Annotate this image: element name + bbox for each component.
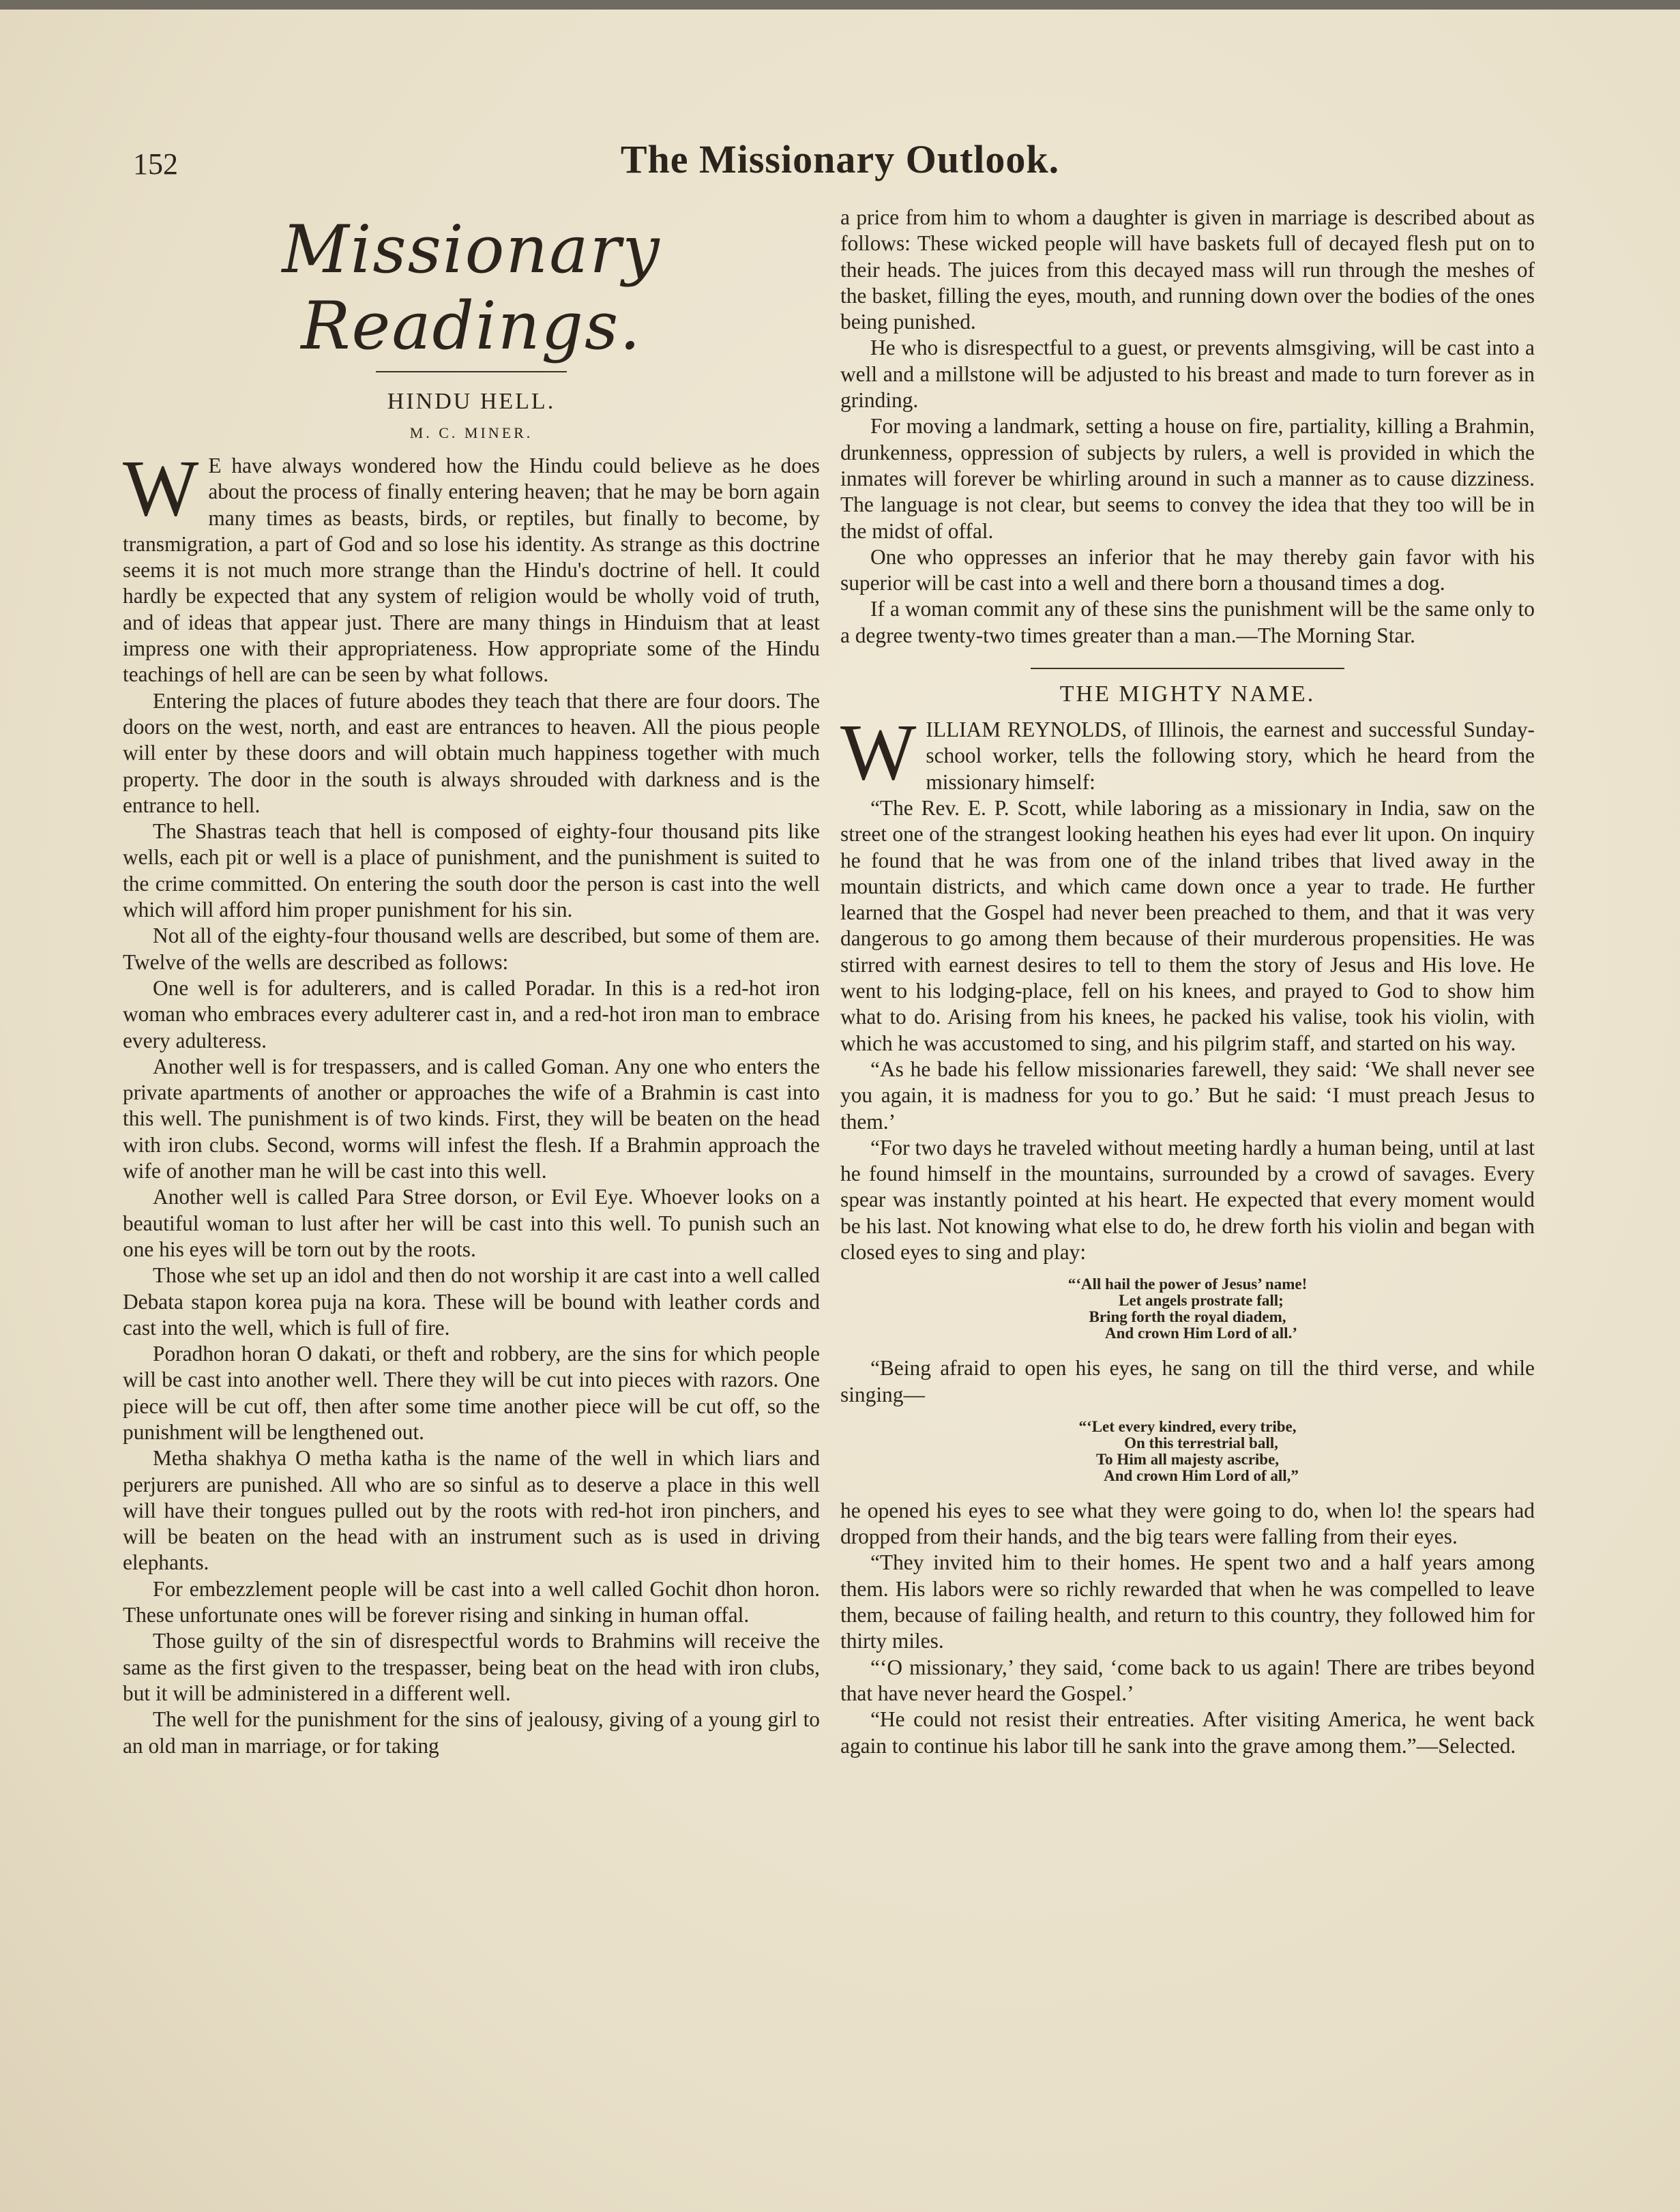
top-band — [0, 0, 1680, 10]
verse-line: Let angels prostrate fall; — [1119, 1292, 1284, 1310]
verse-line: On this terrestrial ball, — [1124, 1434, 1278, 1451]
paragraph: Metha shakhya O metha katha is the name of the well in which liars and perjurers are punished. All who are so sinful as to deserve a place in this well will have their tongues pulled out by the roots with red-hot iron pinchers, and will be beaten on the head with an instrument such as is used in driving elephants. — [123, 1446, 820, 1575]
paragraph: One well is for adulterers, and is called Poradar. In this is a red-hot iron woman who embraces every adulterer cast in, and a red-hot iron man to embrace every adulteress. — [123, 975, 820, 1052]
hymn-verse — [840, 1419, 1535, 1484]
paragraph: he opened his eyes to see what they were going to do, when lo! the spears had dropped from their hands, and the big tears were falling from their eyes. — [840, 1498, 1535, 1549]
paragraph: “They invited him to their homes. He spent two and a half years among them. His labors were so richly rewarded that when he was compelled to leave them, because of failing health, and return to this country, they followed him for thirty miles. — [840, 1550, 1535, 1653]
article-title-mighty-name: THE MIGHTY NAME. — [1059, 681, 1316, 707]
article-rule — [1031, 668, 1344, 669]
paragraph: “He could not resist their entreaties. After visiting America, he went back again to continue his labor till he sank into the grave among them.”—Selected. — [840, 1707, 1535, 1758]
paragraph: If a woman commit any of these sins the punishment will be the same only to a degree twenty-two times greater than a man.—The Morning Star. — [840, 597, 1535, 647]
paragraph: He who is disrespectful to a guest, or prevents almsgiving, will be cast into a well and a millstone will be adjusted to his breast and made to turn forever as in grinding. — [840, 336, 1535, 413]
title-rule — [376, 371, 567, 372]
drop-cap: W — [840, 707, 917, 797]
paragraph: Entering the places of future abodes they teach that there are four doors. The doors on the west, north, and east are entrances to heaven. All the pious people will enter by these doors and will obtain much happiness together with much property. The door in the south is always shrouded with darkness and is the entrance to hell. — [123, 688, 820, 817]
page-number: 152 — [133, 147, 178, 181]
paragraph: Another well is called Para Stree dorson, or Evil Eye. Whoever looks on a beautiful woman to lust after her will be cast into this well. To punish such an one his eyes will be torn out by the roots. — [123, 1185, 820, 1261]
verse-line: Bring forth the royal diadem, — [1089, 1308, 1286, 1326]
paragraph: One who oppresses an inferior that he may thereby gain favor with his superior will be cast into a well and there born a thousand times a dog. — [840, 544, 1535, 595]
paragraph: Those guilty of the sin of disrespectful words to Brahmins will receive the same as the first given to the trespasser, being beat on the head with iron clubs, but it will be administered in a different well. — [123, 1629, 820, 1705]
verse-line: “‘Let every kindred, every tribe, — [1078, 1417, 1297, 1435]
verse-line: And crown Him Lord of all.’ — [1105, 1325, 1297, 1342]
byline: M. C. MINER. — [409, 424, 533, 441]
paragraph: “Being afraid to open his eyes, he sang on till the third verse, and while singing— — [840, 1356, 1535, 1406]
hymn-verse — [840, 1276, 1535, 1342]
drop-cap: W — [123, 443, 199, 533]
paragraph: “As he bade his fellow missionaries farewell, they said: ‘We shall never see you again, it is madness for you to go.’ But he said: ‘I must preach Jesus to them.’ — [840, 1057, 1535, 1134]
paragraph: “For two days he traveled without meeting hardly a human being, until at last he found himself in the mountains, surrounded by a crowd of savages. Every spear was instantly pointed at his heart. He expected that every moment would be his last. Not knowing what else to do, he drew forth his violin and began with closed eyes to sing and play: — [840, 1135, 1535, 1264]
verse-line: “‘All hail the power of Jesus’ name! — [1067, 1275, 1308, 1293]
verse-line: And crown Him Lord of all,” — [1104, 1466, 1299, 1484]
paragraph: For moving a landmark, setting a house on fire, partiality, killing a Brahmin, drunkenness, oppression of subjects by rulers, a well is provided in which the inmates will forever be whirling around in such a manner as to cause dizziness. The language is not clear, but seems to convey the idea that they too will be in the midst of offal. — [840, 414, 1535, 543]
paragraph: a price from him to whom a daughter is given in marriage is described about as follows: These wicked people will have baskets full of decayed flesh put on to their heads. The juices from this decayed mass will run through the meshes of the basket, filling the eyes, mouth, and running down over the bodies of the ones being punished. — [840, 205, 1535, 334]
verse-line: To Him all majesty ascribe, — [1095, 1450, 1280, 1468]
article-title-hindu-hell: HINDU HELL. — [387, 389, 556, 414]
running-head: The Missionary Outlook. — [620, 137, 1060, 181]
paragraph: For embezzlement people will be cast into a well called Gochit dhon horon. These unfortunate ones will be forever rising and sinking in human offal. — [123, 1576, 820, 1627]
paragraph: Not all of the eighty-four thousand wells are described, but some of them are. Twelve of the wells are described as follows: — [123, 924, 820, 974]
paragraph: The Shastras teach that hell is composed of eighty-four thousand pits like wells, each pit or well is a place of punishment, and the punishment is suited to the crime committed. On entering the south door the person is cast into the well which will afford him proper punishment for his sin. — [123, 819, 820, 922]
paragraph: “The Rev. E. P. Scott, while laboring as a missionary in India, saw on the street one of the strangest looking heathen his eyes had ever lit upon. On inquiry he found that he was from one of the inland tribes that lived away in the mountain districts, and which came down once a year to trade. He further learned that the Gospel had never been preached to them, and that it was very dangerous to go among them because of their murderous propensities. He was stirred with earnest desires to tell to them the story of Jesus and His love. He went to his lodging-place, fell on his knees, and prayed to God to show him what to do. Arising from his knees, he packed his valise, took his violin, with which he was accustomed to sing, and his pilgrim staff, and started on his way. — [840, 795, 1535, 1055]
paragraph: Another well is for trespassers, and is called Goman. Any one who enters the private apartments of another or approaches the wife of a Brahmin is cast into this well. The punishment is of two kinds. First, they will be beaten on the head with iron clubs. Second, worms will infest the flesh. If a Brahmin approach the wife of another man he will be cast into this well. — [123, 1054, 820, 1183]
right-column — [840, 205, 1535, 1759]
paragraph: WILLIAM REYNOLDS, of Illinois, the earnest and successful Sunday-school worker, tells the following story, which he heard from the missionary himself: — [840, 707, 1535, 797]
paragraph: Those whe set up an idol and then do not worship it are cast into a well called Debata stapon korea puja na kora. These will be bound with leather cords and cast into the well, which is full of fire. — [123, 1263, 820, 1340]
paragraph: “‘O missionary,’ they said, ‘come back to us again! There are tribes beyond that have never heard the Gospel.’ — [840, 1655, 1535, 1705]
left-column — [123, 198, 820, 1759]
section-title: Missionary Readings. — [282, 211, 661, 364]
paragraph: The well for the punishment for the sins of jealousy, giving of a young girl to an old man in marriage, or for taking — [123, 1707, 820, 1758]
paragraph: Poradhon horan O dakati, or theft and robbery, are the sins for which people will be cast into another well. There they will be cut into pieces with razors. One piece will be cut off, then after some time another piece will be cut off, so the punishment will be lengthened out. — [123, 1342, 820, 1444]
paragraph: W E have always wondered how the Hindu could believe as he does about the process of finally entering heaven; that he may be born again many times as beasts, birds, or reptiles, but finally to become, by transmigration, a part of God and so lose his identity. As strange as this doctrine seems it is not much more strange than the Hindu's doctrine of hell. It could hardly be expected that any system of religion would be wholly void of truth, and of ideas that appear just. There are many things in Hinduism that at least impress one with their appropriateness. How appropriate some of the Hindu teachings of hell are can be seen by what follows. — [123, 443, 820, 687]
